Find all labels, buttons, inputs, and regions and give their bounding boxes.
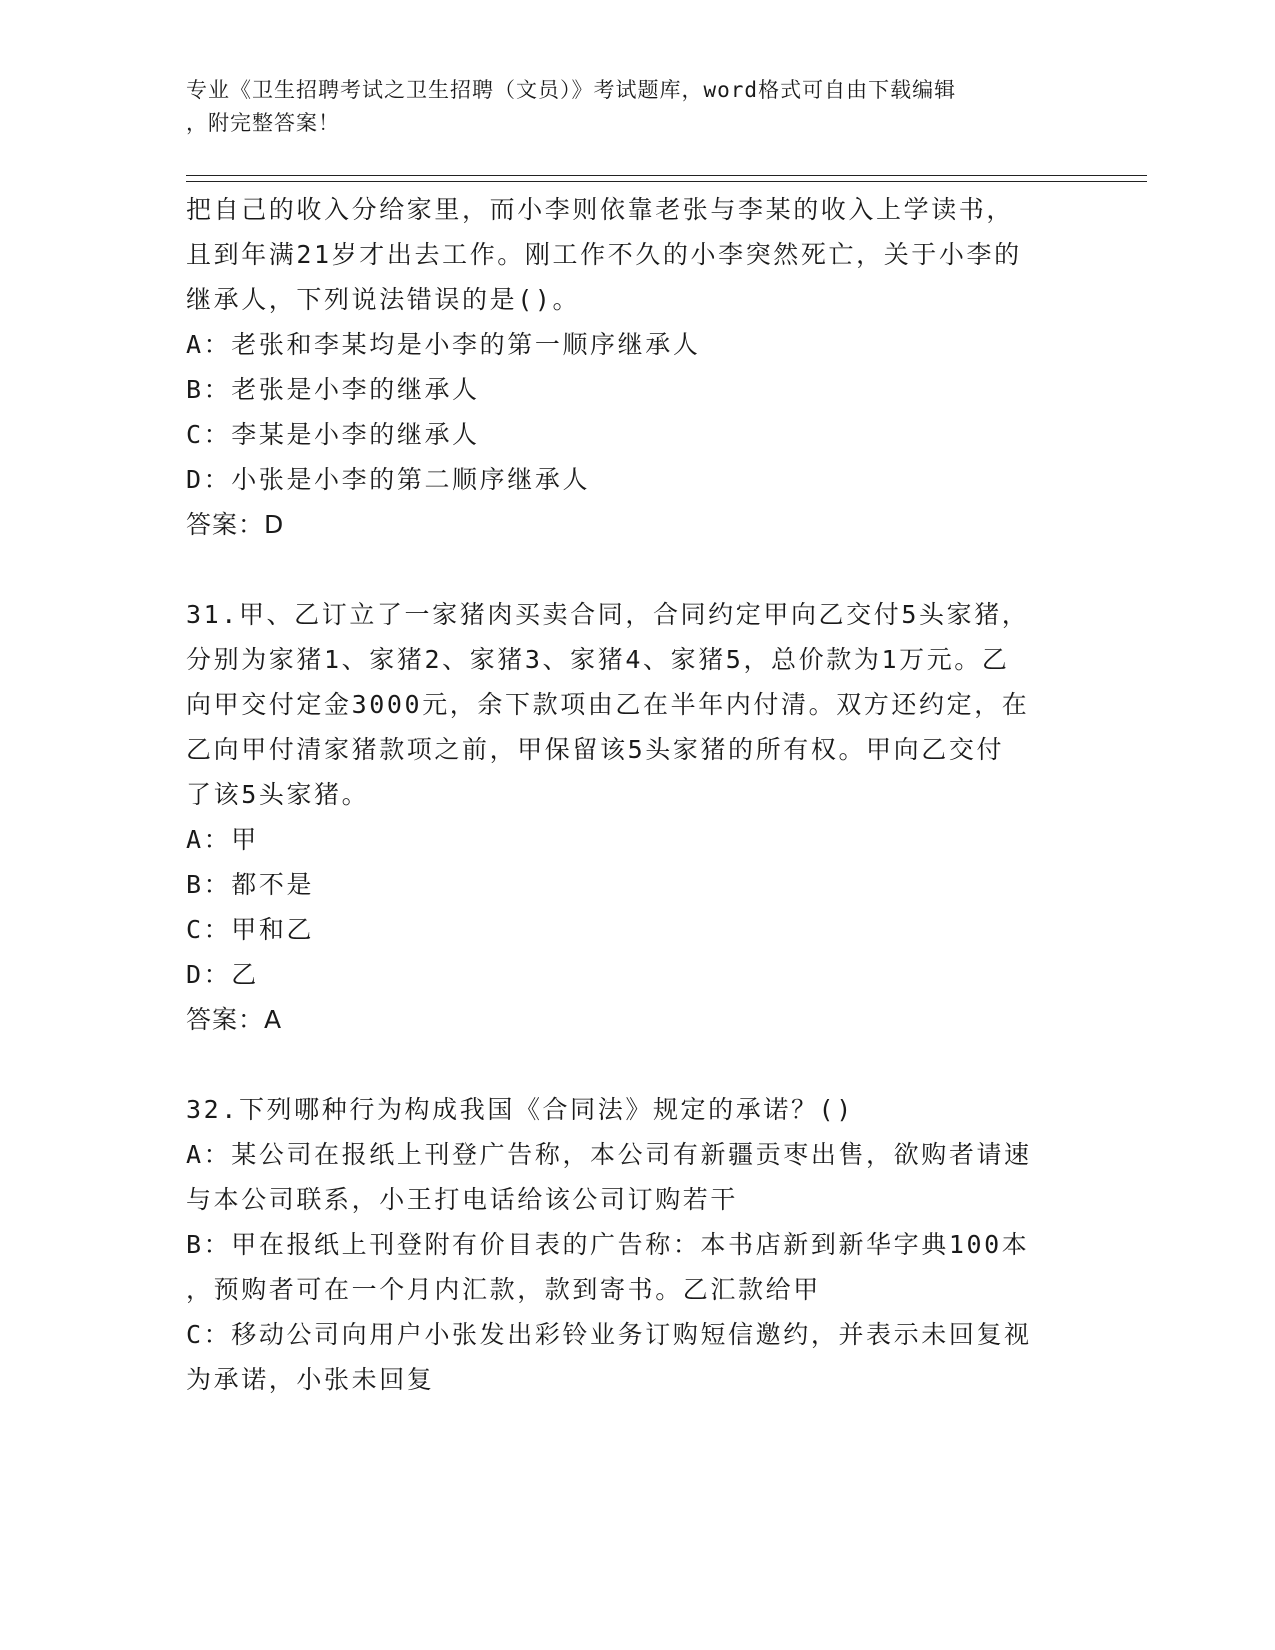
spacer <box>186 1042 1086 1087</box>
answer-line: 答案：A <box>186 1005 283 1034</box>
option-c: C：李某是小李的继承人 <box>186 420 480 449</box>
spacer <box>186 547 1086 592</box>
question-stem-line: 且到年满21岁才出去工作。刚工作不久的小李突然死亡，关于小李的 <box>186 240 1022 269</box>
question-31 <box>186 592 1086 1042</box>
question-32 <box>186 1087 1086 1402</box>
document-body <box>186 187 1086 1402</box>
question-stem-line: 32.下列哪种行为构成我国《合同法》规定的承诺？() <box>186 1095 854 1124</box>
option-b: B：甲在报纸上刊登附有价目表的广告称：本书店新到新华字典100本 <box>186 1230 1030 1259</box>
option-a-continued: 与本公司联系，小王打电话给该公司订购若干 <box>186 1185 739 1214</box>
question-stem-line: 分别为家猪1、家猪2、家猪3、家猪4、家猪5，总价款为1万元。乙 <box>186 645 1010 674</box>
question-30 <box>186 187 1086 547</box>
header-divider-bottom <box>186 181 1147 182</box>
option-a: A：甲 <box>186 825 259 854</box>
option-c: C：移动公司向用户小张发出彩铃业务订购短信邀约，并表示未回复视 <box>186 1320 1032 1349</box>
question-stem-line: 把自己的收入分给家里，而小李则依靠老张与李某的收入上学读书， <box>186 195 1015 224</box>
header-line: 专业《卫生招聘考试之卫生招聘（文员）》考试题库，word格式可自由下载编辑 <box>186 78 957 102</box>
option-c-continued: 为承诺，小张未回复 <box>186 1365 435 1394</box>
option-b: B：老张是小李的继承人 <box>186 375 480 404</box>
question-stem-line: 31.甲、乙订立了一家猪肉买卖合同，合同约定甲向乙交付5头家猪， <box>186 600 1030 629</box>
question-stem-line: 继承人，下列说法错误的是()。 <box>186 285 581 314</box>
document-header <box>186 74 1066 140</box>
header-divider-top <box>186 175 1147 176</box>
answer-line: 答案：D <box>186 510 285 539</box>
question-stem-line: 乙向甲付清家猪款项之前，甲保留该5头家猪的所有权。甲向乙交付 <box>186 735 1005 764</box>
option-b: B：都不是 <box>186 870 315 899</box>
option-a: A：某公司在报纸上刊登广告称，本公司有新疆贡枣出售，欲购者请速 <box>186 1140 1032 1169</box>
option-c: C：甲和乙 <box>186 915 315 944</box>
question-stem-line: 了该5头家猪。 <box>186 780 370 809</box>
option-d: D：小张是小李的第二顺序继承人 <box>186 465 591 494</box>
option-d: D：乙 <box>186 960 259 989</box>
header-line: ，附完整答案！ <box>186 111 340 135</box>
question-stem-line: 向甲交付定金3000元，余下款项由乙在半年内付清。双方还约定，在 <box>186 690 1030 719</box>
option-a: A：老张和李某均是小李的第一顺序继承人 <box>186 330 701 359</box>
option-b-continued: ，预购者可在一个月内汇款，款到寄书。乙汇款给甲 <box>186 1275 821 1304</box>
